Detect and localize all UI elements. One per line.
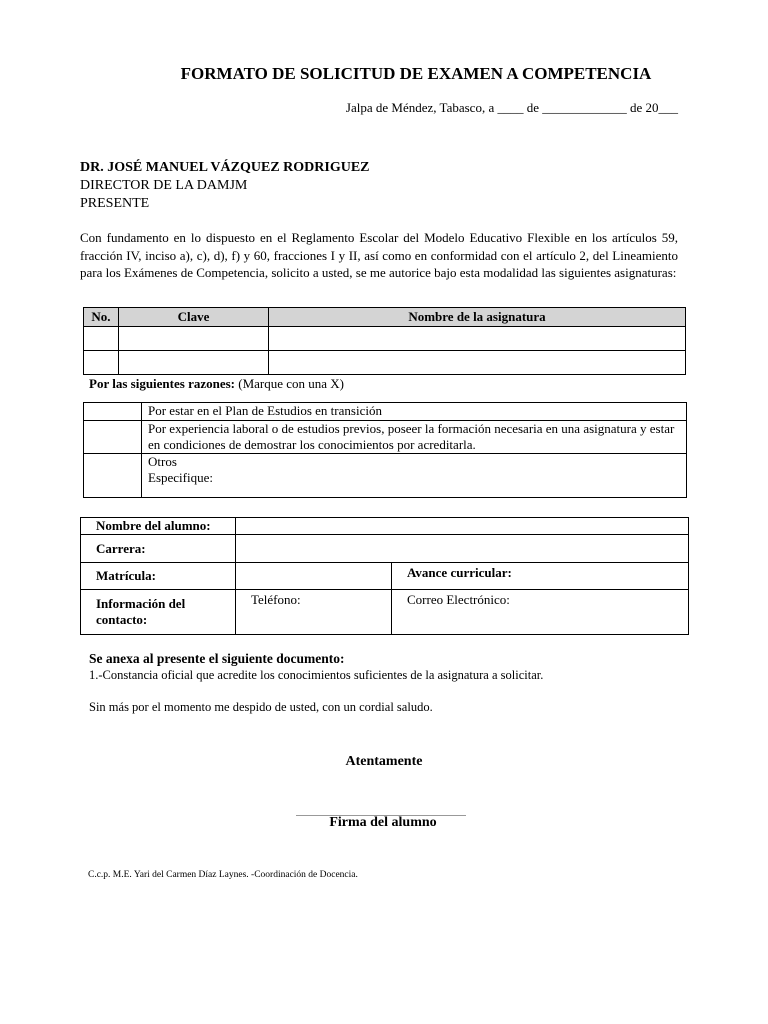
curricular-progress-label: Avance curricular:	[407, 565, 512, 580]
cell-no[interactable]	[84, 351, 119, 375]
reason-option-2: Por experiencia laboral o de estudios previos, poseer la formación necesaria en una asignatura y estar en condiciones de demostrar los conocimientos por acreditarla.	[142, 421, 687, 454]
table-row	[84, 351, 686, 375]
cell-clave[interactable]	[119, 351, 269, 375]
cell-no[interactable]	[84, 327, 119, 351]
student-name-row	[81, 518, 689, 535]
reason-row	[84, 421, 687, 454]
addressee-name: DR. JOSÉ MANUEL VÁZQUEZ RODRIGUEZ	[80, 160, 370, 175]
student-name-field[interactable]	[236, 518, 689, 535]
reason-checkbox-1[interactable]	[84, 403, 142, 421]
subjects-header-row	[84, 308, 686, 327]
reason-checkbox-2[interactable]	[84, 421, 142, 454]
reason-option-other	[142, 454, 687, 498]
enrollment-label: Matrícula:	[81, 563, 236, 590]
reason-option-1: Por estar en el Plan de Estudios en transición	[142, 403, 687, 421]
career-field[interactable]	[236, 535, 689, 563]
student-name-label: Nombre del alumno:	[81, 518, 236, 535]
email-label: Correo Electrónico:	[407, 592, 510, 607]
addressee-position: DIRECTOR DE LA DAMJM	[80, 178, 248, 193]
career-label: Carrera:	[81, 535, 236, 563]
reasons-table	[83, 402, 687, 498]
reason-checkbox-3[interactable]	[84, 454, 142, 498]
subjects-table	[83, 307, 686, 375]
phone-cell[interactable]	[236, 590, 392, 635]
career-row	[81, 535, 689, 563]
annex-title: Se anexa al presente el siguiente documento:	[89, 651, 345, 666]
enrollment-field[interactable]	[236, 563, 392, 590]
phone-label: Teléfono:	[251, 592, 301, 607]
annex-item: 1.-Constancia oficial que acredite los conocimientos suficientes de la asignatura a solicitar.	[89, 668, 544, 682]
table-row	[84, 327, 686, 351]
header-no: No.	[84, 308, 119, 327]
reasons-label	[89, 376, 344, 392]
header-nombre-asignatura: Nombre de la asignatura	[269, 308, 686, 327]
contact-label: Información del contacto:	[81, 590, 236, 635]
date-line: Jalpa de Méndez, Tabasco, a ____ de _____________ de 20___	[345, 100, 678, 115]
reasons-label-instruction: (Marque con una X)	[235, 376, 345, 391]
ccp-note: C.c.p. M.E. Yari del Carmen Díaz Laynes. -Coordinación de Docencia.	[88, 870, 358, 880]
closing-text: Sin más por el momento me despido de usted, con un cordial saludo.	[89, 700, 433, 714]
reason-row	[84, 454, 687, 498]
request-paragraph: Con fundamento en lo dispuesto en el Reglamento Escolar del Modelo Educativo Flexible en los artículos 59, fracción IV, inciso a), c), d), f) y 60, fracciones I y II, así como en conformidad con el artículo 2, del Lineamiento para los Exámenes de Competencia, solicito a usted, se me autorice bajo esta modalidad las siguientes asignaturas:	[80, 230, 678, 280]
email-cell[interactable]	[392, 590, 689, 635]
cell-asignatura[interactable]	[269, 327, 686, 351]
other-label: Otros	[148, 454, 177, 469]
document-title: FORMATO DE SOLICITUD DE EXAMEN A COMPETENCIA	[180, 64, 652, 83]
reasons-label-bold: Por las siguientes razones:	[89, 376, 235, 391]
signature-label: Firma del alumno	[329, 815, 437, 830]
cell-asignatura[interactable]	[269, 351, 686, 375]
reason-row	[84, 403, 687, 421]
curricular-progress-cell[interactable]	[392, 563, 689, 590]
student-info-table	[80, 517, 689, 635]
addressee-presente: PRESENTE	[80, 196, 150, 211]
contact-row	[81, 590, 689, 635]
atentamente: Atentamente	[345, 754, 423, 769]
specify-label: Especifique:	[148, 469, 213, 485]
enrollment-row	[81, 563, 689, 590]
header-clave: Clave	[119, 308, 269, 327]
cell-clave[interactable]	[119, 327, 269, 351]
addressee-block	[80, 159, 370, 213]
